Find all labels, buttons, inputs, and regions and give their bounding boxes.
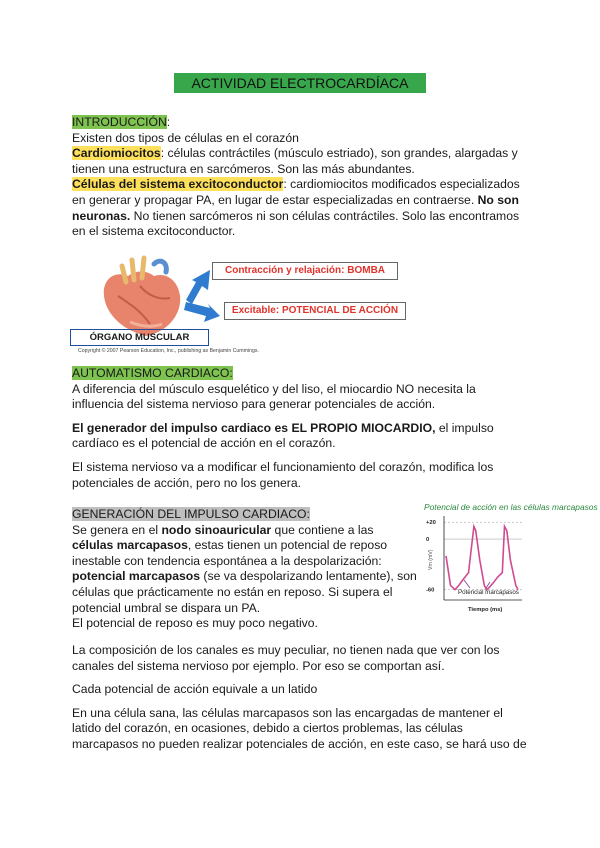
cardiomiocitos-paragraph: Cardiomiocitos: células contráctiles (músculo estriado), son grandes, alargadas y tienen una estructura en sarcómeros. Son las más abundantes.	[72, 146, 518, 176]
excitoconductor-term: Células del sistema excitoconductor	[72, 177, 284, 192]
pacemaker-chart	[424, 512, 524, 620]
intro-heading-colon: :	[166, 115, 171, 129]
annotation-label: Potencial marcapasos	[458, 589, 519, 596]
generacion-paragraph-4: Cada potencial de acción equivale a un latido	[72, 682, 318, 697]
generacion-paragraph-2: El potencial de reposo es muy poco negativo.	[72, 616, 318, 631]
excitoconductor-paragraph: Células del sistema excitoconductor: cardiomiocitos modificados especializados en generar y propagar PA, en lugar de estar especializadas en contraerse. No son neuronas. No tienen sarcómeros ni son células contráctiles. Solo las encontramos en el sistema excitoconductor.	[72, 177, 520, 239]
automatismo-paragraph-3: El sistema nervioso va a modificar el funcionamiento del corazón, modifica los potenciales de acción, pero no los genera.	[72, 459, 494, 490]
generacion-paragraph-1: Se genera en el nodo sinoauricular que contiene a las células marcapasos, estas tienen un potencial de reposo inestable con tendencia espontánea a la despolarización: potencial marcapasos (se va despolarizando lentamente), son células que prácticamente no están en reposo. Si supera el potencial umbral se dispara un PA.	[72, 522, 417, 615]
box-excitable: Excitable: POTENCIAL DE ACCIÓN	[224, 302, 406, 320]
y-tick-label: 0	[426, 537, 430, 544]
heart-illustration	[104, 258, 180, 336]
generacion-continuation	[72, 643, 528, 753]
arrow-down-icon	[184, 302, 220, 322]
automatismo-heading: AUTOMATISMO CARDIACO:	[72, 366, 233, 380]
intro-heading: INTRODUCCIÓN	[72, 115, 167, 129]
generacion-paragraph-3: La composición de los canales es muy peculiar, no tienen nada que ver con los canales del sistema nervioso por ejemplo. Por eso se comportan así.	[72, 643, 500, 673]
y-axis-label: Vm (mV)	[428, 549, 434, 570]
annotation-arrow-icon	[464, 580, 470, 588]
intro-line: Existen dos tipos de células en el corazón	[72, 130, 299, 145]
automatismo-paragraph-2: El generador del impulso cardiaco es EL PROPIO MIOCARDIO, el impulso cardíaco es el potencial de acción en el corazón.	[72, 420, 494, 451]
generacion-paragraph-5: En una célula sana, las células marcapasos son las encargadas de mantener el latido del corazón, en ocasiones, debido a ciertos problemas, las células marcapasos no pueden realizar potenciales de acción, en este caso, se hará uso de	[72, 705, 527, 751]
organ-label: ÓRGANO MUSCULAR	[70, 329, 209, 346]
automatismo-section	[72, 366, 528, 491]
generacion-section	[72, 507, 417, 632]
arrow-up-icon	[186, 270, 210, 304]
x-axis-label: Tiempo (ms)	[468, 607, 503, 613]
page-title: ACTIVIDAD ELECTROCARDÍACA	[174, 73, 426, 93]
series-line	[446, 526, 518, 589]
chart-title: Potencial de acción en las células marcapasos	[424, 502, 598, 512]
y-tick-label: +20	[426, 520, 436, 527]
generacion-heading: GENERACIÓN DEL IMPULSO CARDIACO:	[72, 507, 310, 521]
copyright-text: Copyright © 2007 Pearson Education, Inc., publishing as Benjamin Cummings.	[78, 348, 259, 354]
y-tick-label: -60	[426, 587, 435, 594]
box-contraccion: Contracción y relajación: BOMBA	[212, 262, 398, 280]
cardiomiocitos-term: Cardiomiocitos	[72, 146, 161, 161]
automatismo-paragraph-1: A diferencia del músculo esquelético y del liso, el miocardio NO necesita la influencia del sistema nervioso para generar potenciales de acción.	[72, 381, 476, 412]
intro-section	[72, 115, 528, 240]
